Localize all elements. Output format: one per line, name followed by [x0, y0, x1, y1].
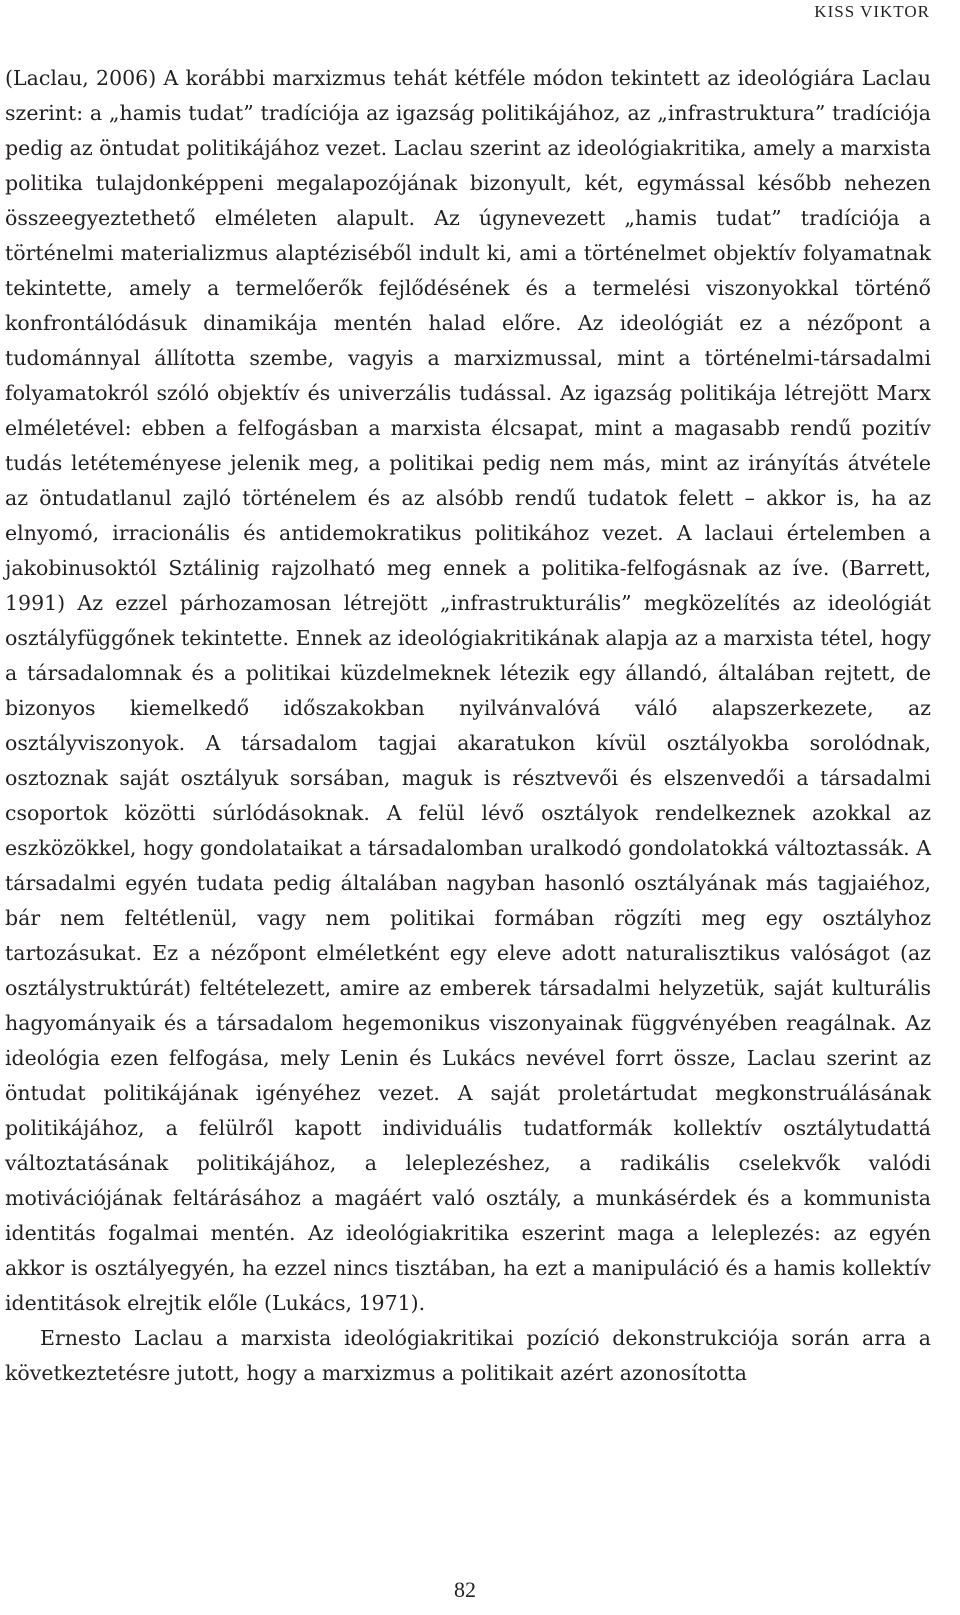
running-head: KISS VIKTOR: [814, 2, 930, 21]
body-paragraph: (Laclau, 2006) A korábbi marxizmus tehát kétféle módon tekintett az ideológiára Laclau szerint: a „hamis tudat” tradíciója az igazság politikájához, az „infrastruktura” tradíciója pedig az öntudat politikájához vezet. Laclau szerint az ideológiakritika, amely a marxista politika tulajdonképpeni megalapozójának bizonyult, két, egymással később nehezen összeegyeztethető elméleten alapult. Az úgynevezett „hamis tudat” tradíciója a történelmi materializmus alaptéziséből indult ki, ami a történelmet objektív folyamatnak tekintette, amely a termelőerők fejlődésének és a termelési viszonyokkal történő konfrontálódásuk dinamikája mentén halad előre. Az ideológiát ez a nézőpont a tudománnyal állította szembe, vagyis a marxizmussal, mint a történelmi-társadalmi folyamatokról szóló objektív és univerzális tudással. Az igazság politikája létrejött Marx elméletével: ebben a felfogásban a marxista élcsapat, mint a magasabb rendű pozitív tudás letéteményese jelenik meg, a politikai pedig nem más, mint az irányítás átvétele az öntudatlanul zajló történelem és az alsóbb rendű tudatok felett – akkor is, ha az elnyomó, irracionális és antidemokratikus politikához vezet. A laclaui értelemben a jakobinusoktól Sztálinig rajzolható meg ennek a politika-felfogásnak az íve. (Barrett, 1991) Az ezzel párhozamosan létrejött „infrastrukturális” megközelítés az ideológiát osztályfüggőnek tekintette. Ennek az ideológiakritikának alapja az a marxista tétel, hogy a társadalomnak és a politikai küzdelmeknek létezik egy állandó, általában rejtett, de bizonyos kiemelkedő időszakokban nyilvánvalóvá váló alapszerkezete, az osztályviszonyok. A társadalom tagjai akaratukon kívül osztályokba sorolódnak, osztoznak saját osztályuk sorsában, maguk is résztvevői és elszenvedői a társadalmi csoportok közötti súrlódásoknak. A felül lévő osztályok rendelkeznek azokkal az eszközökkel, hogy gondolataikat a társadalomban uralkodó gondolatokká változtassák. A társadalmi egyén tudata pedig általában nagyban hasonló osztályának más tagjaiéhoz, bár nem feltétlenül, vagy nem politikai formában rögzíti meg egy osztályhoz tartozásukat. Ez a nézőpont elméletként egy eleve adott naturalisztikus valóságot (az osztálystruktúrát) feltételezett, amire az emberek társadalmi helyzetük, saját kulturális hagyományaik és a társadalom hegemonikus viszonyainak függvényében reagálnak. Az ideológia ezen felfogása, mely Lenin és Lukács nevével forrt össze, Laclau szerint az öntudat politikájának igényéhez vezet. A saját proletártudat megkonstruálásának politikájához, a felülről kapott individuális tudatformák kollektív osztálytudattá változtatásának politikájához, a leleplezéshez, a radikális cselekvők valódi motivációjának feltárásához a magáért való osztály, a munkásérdek és a kommunista identitás fogalmai mentén. Az ideológiakritika eszerint maga a leleplezés: az egyén akkor is osztályegyén, ha ezzel nincs tisztában, ha ezt a manipuláció és a hamis kollektív identitások elrejtik előle (Lukács, 1971).: [5, 66, 931, 1315]
page-number: 82: [454, 1577, 476, 1602]
body-paragraph: Ernesto Laclau a marxista ideológiakritikai pozíció dekonstrukciója során arra a következtetésre jutott, hogy a marxizmus a politikait azért azonosította: [5, 1326, 931, 1385]
page-body: [5, 61, 931, 1391]
